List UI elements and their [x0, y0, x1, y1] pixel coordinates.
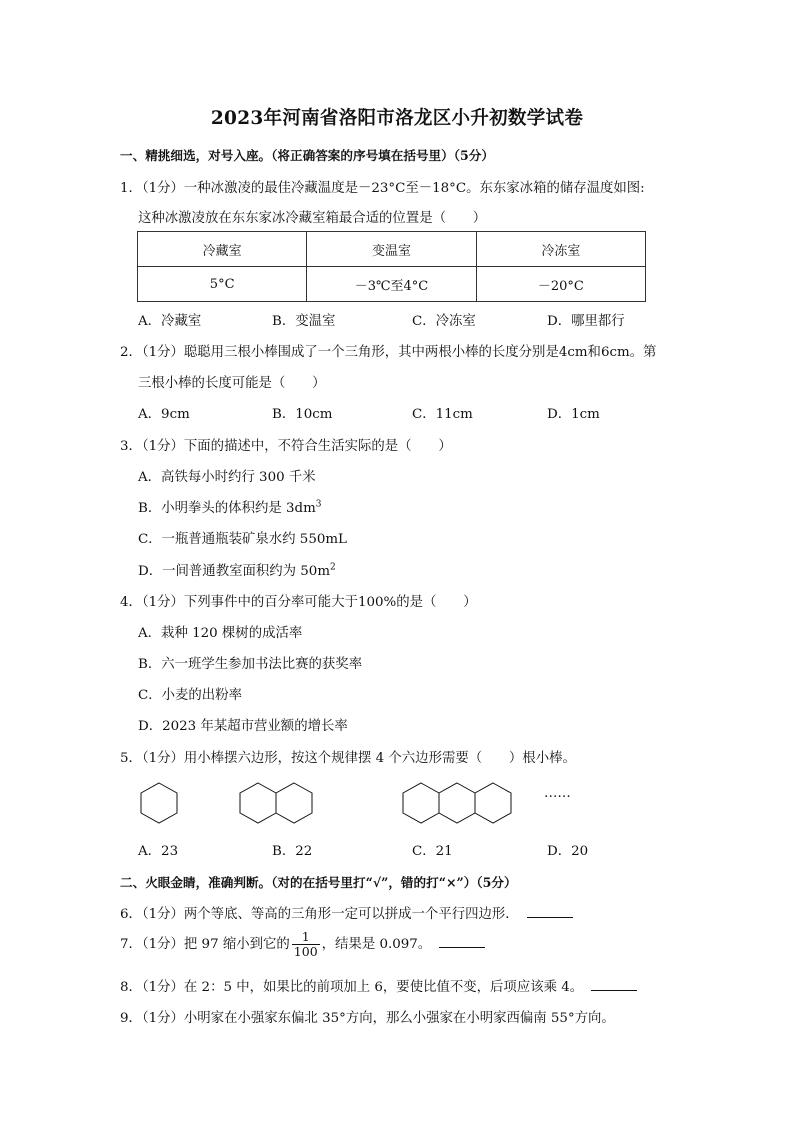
temperature-table — [137, 231, 646, 302]
question-5-option-c: C．21 — [412, 844, 453, 859]
question-7 — [120, 930, 485, 959]
question-2-line-2: 三根小棒的长度可能是（ ） — [138, 376, 326, 391]
question-6-text: 6．（1分）两个等底、等高的三角形一定可以拼成一个平行四边形． — [120, 907, 519, 922]
question-1-option-d: D．哪里都行 — [547, 314, 625, 329]
question-7-text-post: ，结果是 0.097。 — [321, 937, 432, 952]
hexagon-figure-1 — [136, 780, 182, 826]
question-3-option-d-text: D．一间普通教室面积约为 50m — [138, 564, 331, 579]
answer-blank[interactable] — [527, 905, 573, 918]
question-4-line-1: 4．（1分）下列事件中的百分率可能大于100%的是（ ） — [120, 595, 477, 610]
question-8 — [120, 976, 637, 995]
table-header-row — [138, 232, 646, 267]
table-header-cell: 冷藏室 — [138, 232, 307, 267]
table-header-cell: 变温室 — [307, 232, 476, 267]
table-header-cell: 冷冻室 — [476, 232, 645, 267]
question-6 — [120, 903, 573, 922]
fraction-denominator: 100 — [293, 944, 318, 959]
question-3-option-c: C．一瓶普通瓶装矿泉水约 550mL — [138, 532, 347, 547]
table-row — [138, 267, 646, 302]
hexagon-figure-2 — [236, 780, 320, 826]
question-2-option-c: C．11cm — [412, 407, 473, 422]
question-7-text-pre: 7．（1分）把 97 缩小到它的 — [120, 937, 290, 952]
question-4-option-c: C．小麦的出粉率 — [138, 688, 242, 703]
question-1-option-c: C．冷冻室 — [412, 314, 476, 329]
fraction-numerator: 1 — [292, 930, 320, 945]
question-4-option-a: A．栽种 120 棵树的成活率 — [138, 626, 303, 641]
ellipsis: …… — [544, 786, 571, 801]
question-8-text: 8．（1分）在 2：5 中，如果比的前项加上 6，要使比值不变，后项应该乘 4。 — [120, 980, 584, 995]
question-1-option-b: B．变温室 — [272, 314, 336, 329]
superscript: 2 — [330, 562, 336, 573]
section-1-heading: 一、精挑细选，对号入座。（将正确答案的序号填在括号里）（5分） — [120, 148, 494, 163]
table-cell: 5°C — [138, 267, 307, 302]
question-3-option-b-text: B．小明拳头的体积约是 3dm — [138, 501, 316, 516]
section-2-heading: 二、火眼金睛，准确判断。（对的在括号里打“√”，错的打“×”）（5分） — [120, 875, 517, 890]
question-3-line-1: 3．（1分）下面的描述中，不符合生活实际的是（ ） — [120, 439, 452, 454]
question-2-option-d: D．1cm — [547, 407, 600, 422]
question-2-option-b: B．10cm — [272, 407, 333, 422]
table-cell: －3℃至4°C — [307, 267, 476, 302]
question-3-option-d — [138, 560, 336, 579]
answer-blank[interactable] — [439, 935, 485, 948]
question-9: 9．（1分）小明家在小强家东偏北 35°方向，那么小强家在小明家西偏南 55°方向。 — [120, 1011, 615, 1026]
question-5-line-1: 5．（1分）用小棒摆六边形，按这个规律摆 4 个六边形需要（ ）根小棒。 — [120, 751, 576, 766]
question-5-option-a: A．23 — [138, 844, 179, 859]
fraction — [292, 930, 320, 959]
question-4-option-b: B．六一班学生参加书法比赛的获奖率 — [138, 657, 363, 672]
question-1-line-2: 这种冰激凌放在东东家冰冷藏室箱最合适的位置是（ ） — [138, 211, 487, 226]
page-title: 2023年河南省洛阳市洛龙区小升初数学试卷 — [210, 108, 584, 129]
table-cell: －20°C — [476, 267, 645, 302]
question-2-line-1: 2．（1分）聪聪用三根小棒围成了一个三角形，其中两根小棒的长度分别是4cm和6cm。第 — [120, 345, 657, 360]
hexagon-figure-3 — [399, 780, 519, 826]
question-4-option-d: D．2023 年某超市营业额的增长率 — [138, 719, 348, 734]
superscript: 3 — [315, 499, 322, 510]
question-5-option-b: B．22 — [272, 844, 313, 859]
question-1-option-a: A．冷藏室 — [138, 314, 202, 329]
question-3-option-b — [138, 497, 322, 516]
question-3-option-a: A．高铁每小时约行 300 千米 — [138, 470, 316, 485]
question-1-line-1: 1．（1分）一种冰激凌的最佳冷藏温度是－23°C至－18°C。东东家冰箱的储存温度如图: — [120, 181, 645, 196]
question-5-option-d: D．20 — [547, 844, 589, 859]
question-2-option-a: A．9cm — [138, 407, 190, 422]
answer-blank[interactable] — [591, 978, 637, 991]
